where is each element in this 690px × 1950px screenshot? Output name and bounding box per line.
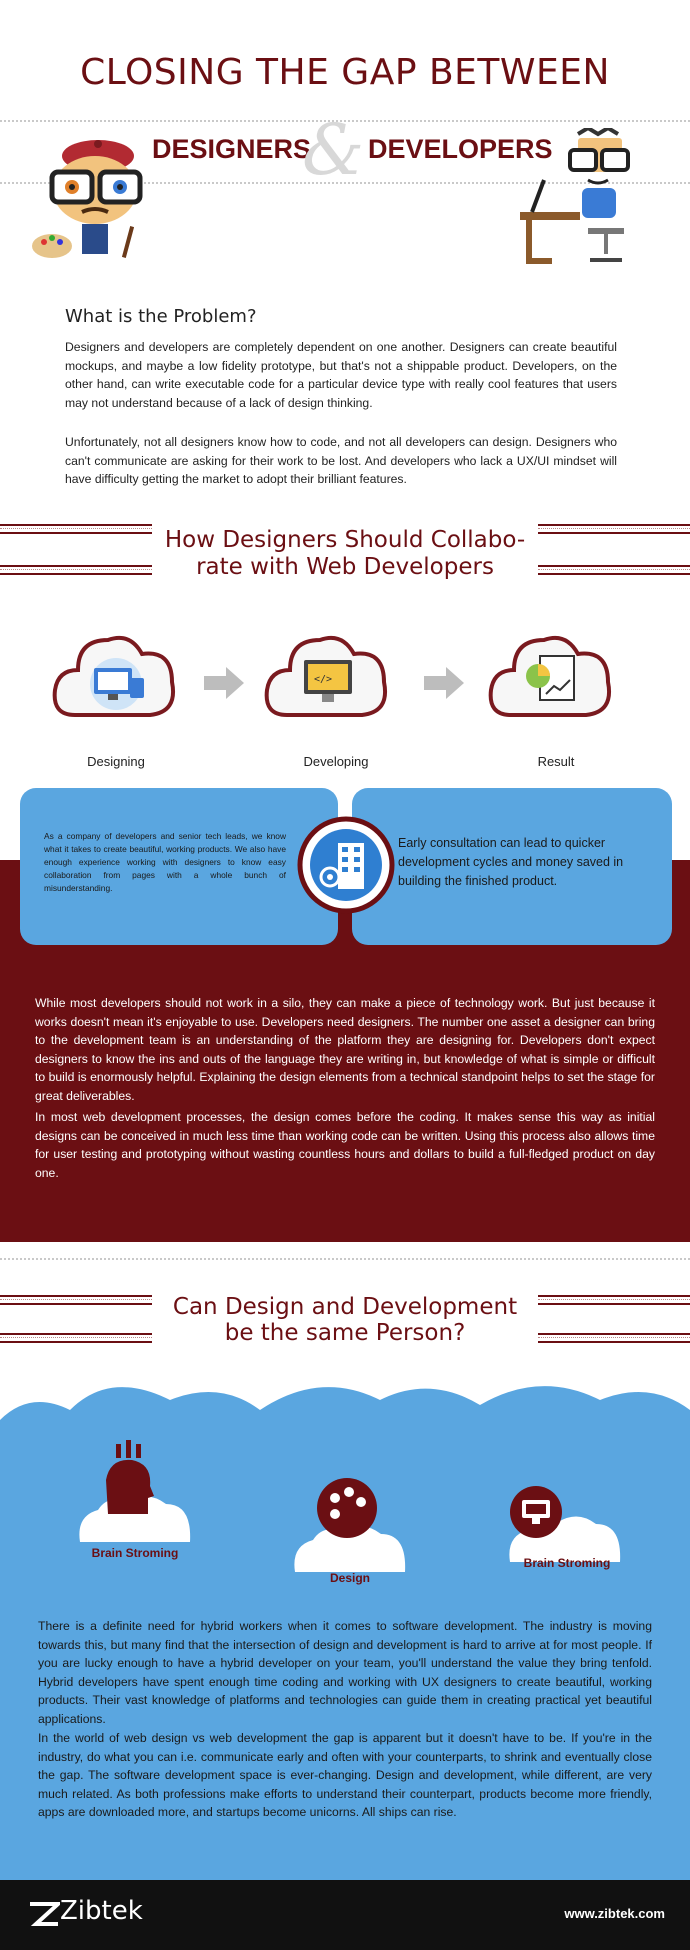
problem-heading: What is the Problem?	[65, 306, 257, 327]
collab-title-line-1: How Designers Should Collabo-	[164, 527, 526, 553]
same-paragraph-2: In the world of web design vs web development the gap is apparent but it doesn't have to be. If you're in the industry, do what you can i.e. communicate early and often with your counterparts, to shrink and eventually close the gap. The software development space is ever-changing. Design and development, while different, are very much related. As both professions make efforts to understand their counterpart, products become more friendly, apps are downloaded more, and startups become unicorns. All ships can rise.	[38, 1731, 652, 1820]
collab-rule-left-bottom	[0, 565, 152, 575]
collab-rule-right-top	[538, 524, 690, 534]
design-palette-icon	[285, 1470, 415, 1580]
collab-paragraph-2: In most web development processes, the design comes before the coding. It makes sense this way as initial designs can be conceived in much less time than working code can be written. Using this process also allows time for user testing and prototyping without wasting countless hours and dollars to build a full-fledged product on day one.	[35, 1110, 655, 1180]
step-label-designing: Designing	[87, 754, 145, 769]
same-title-line-1: Can Design and Development	[172, 1294, 518, 1320]
same-title-line-2: be the same Person?	[224, 1320, 466, 1346]
same-rule-right-top	[538, 1295, 690, 1305]
developing-cloud-icon	[262, 620, 392, 740]
svg-text:</>: </>	[314, 674, 333, 685]
brain-storming-monitor-icon	[500, 1470, 630, 1570]
collab-paragraph-1: While most developers should not work in a silo, they can make a piece of technology work. But just because it works doesn't mean it's enjoyable to use. Developers need designers. The number one asset a designer can bring to the development team is an understanding of the platform they are designing for. Developers don't expect designers to know the ins and outs of the language they are writing in, but knowledge of what is simple or difficult to build is enormously helpful. Explaining the design elements from a technical standpoint helps to set the stage for great deliverables.	[35, 996, 655, 1103]
arrow-icon-2	[424, 665, 464, 701]
icon-label-brain-storming-left: Brain Stroming	[91, 1546, 179, 1560]
zibtek-logo-icon	[28, 1900, 60, 1928]
same-rule-left-bottom	[0, 1333, 152, 1343]
footer-url[interactable]: www.zibtek.com	[564, 1906, 665, 1921]
designer-character-illustration	[30, 128, 160, 278]
section3-divider	[0, 1258, 690, 1260]
icon-label-design: Design	[329, 1571, 370, 1585]
designers-word: DESIGNERS	[152, 134, 312, 164]
center-building-icon	[296, 815, 396, 915]
collab-title-line-2: rate with Web Developers	[196, 554, 494, 580]
developers-word: DEVELOPERS	[368, 134, 553, 164]
same-paragraph-1: There is a definite need for hybrid workers when it comes to software development. The industry is moving towards this, but many find that the intersection of design and development is hard to arrive at for most people. If you are lucky enough to have a hybrid developer on your team, you'll understand the value they bring tenfold. Hybrid developers have spent enough time coding and working with UX designers to create beautiful, working products. Their vast knowledge of platforms and technologies can guide them in creating practical yet beautiful applications.	[38, 1619, 652, 1726]
designing-cloud-icon	[50, 620, 180, 740]
developer-character-illustration	[518, 128, 658, 278]
step-label-result: Result	[537, 754, 575, 769]
ampersand: &	[302, 109, 365, 191]
result-cloud-icon	[486, 620, 616, 740]
icon-label-brain-storming-right: Brain Stroming	[523, 1556, 611, 1570]
collab-rule-left-top	[0, 524, 152, 534]
brain-storming-head-icon	[70, 1430, 200, 1550]
footer-brand: Zibtek	[60, 1896, 143, 1926]
same-rule-right-bottom	[538, 1333, 690, 1343]
main-title: CLOSING THE GAP BETWEEN	[80, 52, 610, 93]
step-label-developing: Developing	[303, 754, 369, 769]
left-info-box-text: As a company of developers and senior tech leads, we know what it takes to create beautiful, working products. We also have enough experience working with designers to know easy collaboration from pages with a whole bunch of misunderstanding.	[44, 831, 286, 893]
right-info-box-text: Early consultation can lead to quicker development cycles and money saved in building the finished product.	[398, 836, 624, 888]
problem-paragraph-2: Unfortunately, not all designers know how to code, and not all developers can design. Designers who can't communicate are asking for their work to be lost. And developers who lack a UX/UI mindset will have difficulty getting the market to adopt their brilliant features.	[65, 435, 617, 487]
collab-rule-right-bottom	[538, 565, 690, 575]
problem-paragraph-1: Designers and developers are completely dependent on one another. Designers can create beautiful mockups, and maybe a low fidelity prototype, but that's not a shippable product. Developers, on the other hand, can write executable code for a particular device type with really cool features that users may not understand because of a lack of design thinking.	[65, 340, 617, 410]
same-rule-left-top	[0, 1295, 152, 1305]
arrow-icon-1	[204, 665, 244, 701]
